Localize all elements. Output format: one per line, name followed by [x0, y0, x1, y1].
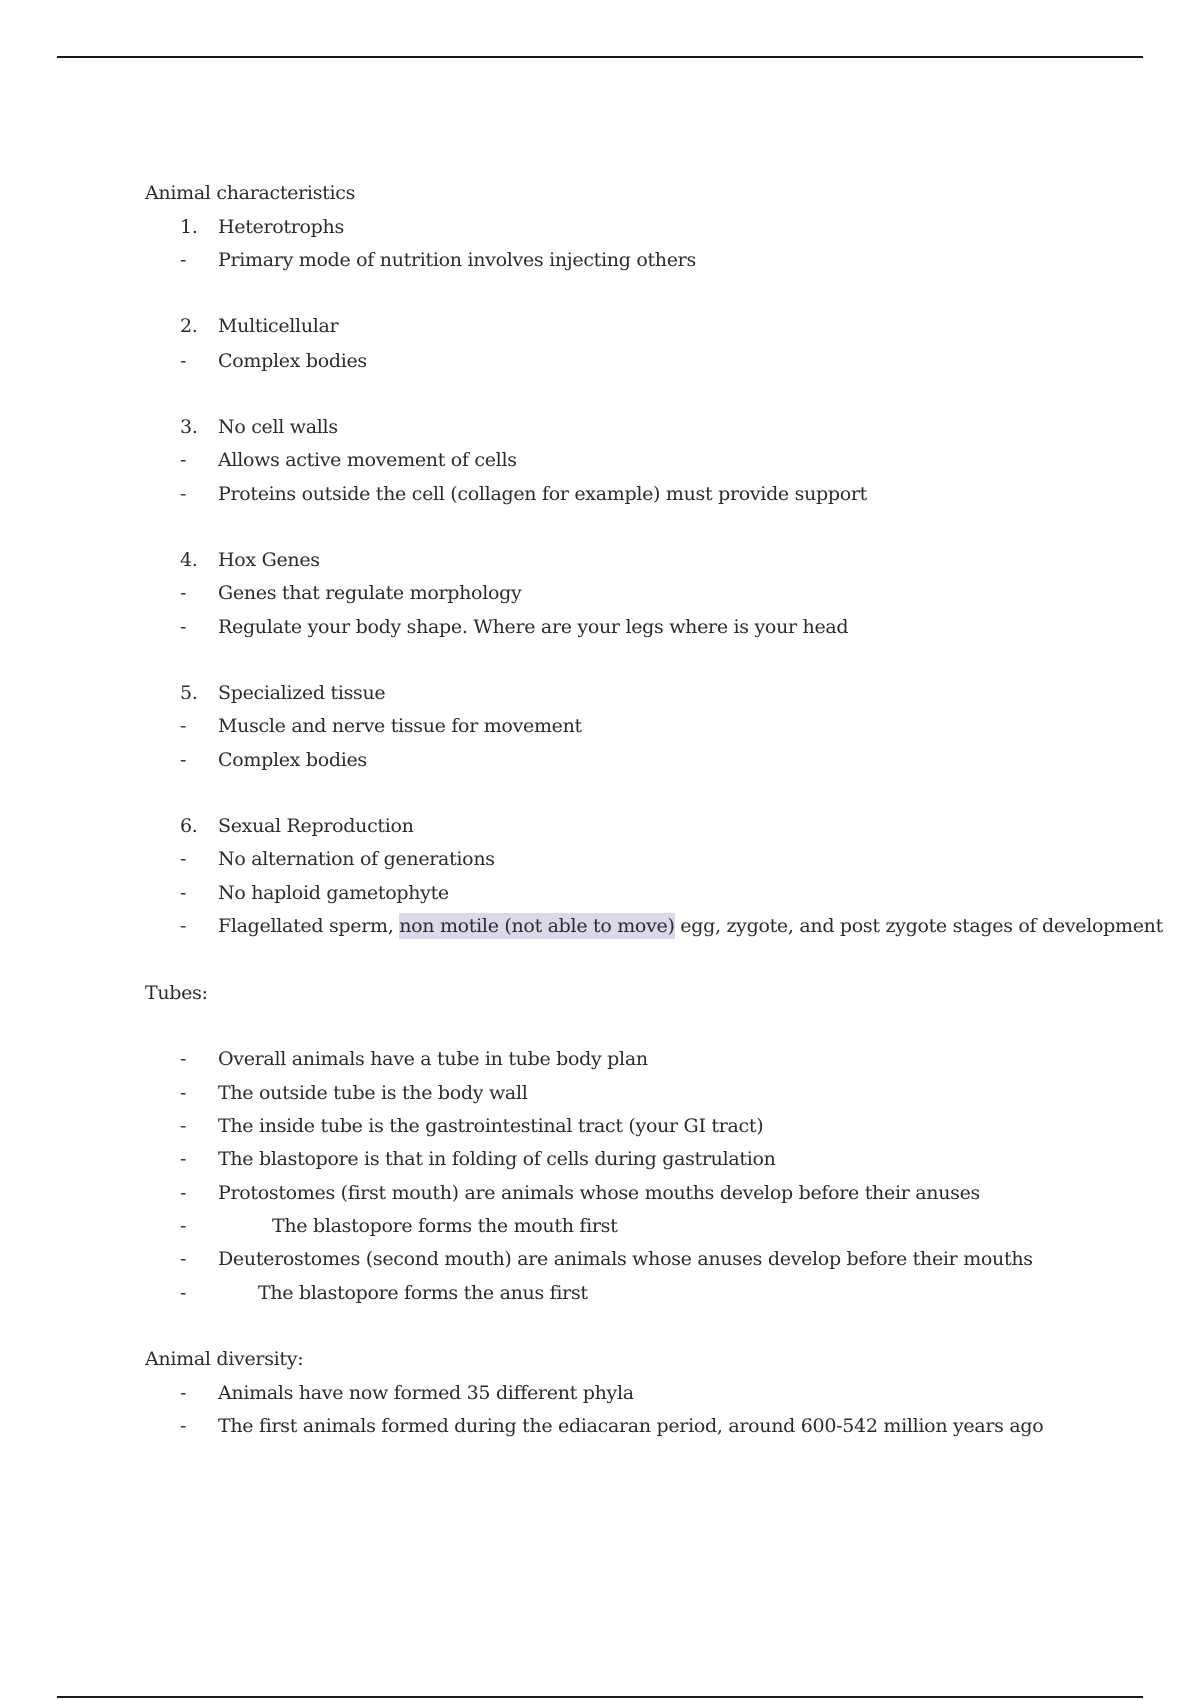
bullet-dash: -: [180, 715, 187, 737]
bullet-text-highlighted: [218, 914, 1163, 938]
bullet-dash: -: [180, 1415, 187, 1437]
bottom-rule: [57, 1696, 1143, 1698]
text-segment: Flagellated sperm,: [218, 915, 400, 937]
list-item-title: Specialized tissue: [218, 682, 386, 704]
bullet-text: No alternation of generations: [218, 848, 495, 870]
bullet-dash: -: [180, 1182, 187, 1204]
bullet-dash: -: [180, 882, 187, 904]
bullet-text: Complex bodies: [218, 749, 367, 771]
list-number: 3.: [180, 416, 198, 438]
bullet-dash: -: [180, 848, 187, 870]
bullet-dash: -: [180, 1115, 187, 1137]
bullet-dash: -: [180, 449, 187, 471]
bullet-text: Allows active movement of cells: [218, 449, 517, 471]
bullet-text: No haploid gametophyte: [218, 882, 449, 904]
list-number: 5.: [180, 682, 198, 704]
bullet-text-indented: The blastopore forms the mouth first: [272, 1215, 618, 1237]
bullet-text-indented: The blastopore forms the anus first: [258, 1282, 588, 1304]
bullet-text: Complex bodies: [218, 350, 367, 372]
bullet-text: Deuterostomes (second mouth) are animals whose anuses develop before their mouths: [218, 1248, 1033, 1270]
bullet-text: Muscle and nerve tissue for movement: [218, 715, 582, 737]
list-item-title: Heterotrophs: [218, 216, 344, 238]
bullet-text: Animals have now formed 35 different phyla: [218, 1382, 634, 1404]
bullet-dash: -: [180, 915, 187, 937]
section-heading-tubes: Tubes:: [145, 982, 208, 1004]
list-item-title: Hox Genes: [218, 549, 320, 571]
list-number: 4.: [180, 549, 198, 571]
bullet-dash: -: [180, 582, 187, 604]
bullet-dash: -: [180, 1215, 187, 1237]
bullet-text: Genes that regulate morphology: [218, 582, 522, 604]
bullet-dash: -: [180, 1048, 187, 1070]
bullet-text: The inside tube is the gastrointestinal tract (your GI tract): [218, 1115, 764, 1137]
list-number: 1.: [180, 216, 198, 238]
bullet-text: The first animals formed during the ediacaran period, around 600-542 million years ago: [218, 1415, 1044, 1437]
bullet-dash: -: [180, 1248, 187, 1270]
bullet-text: Regulate your body shape. Where are your legs where is your head: [218, 616, 849, 638]
list-item-title: Multicellular: [218, 315, 339, 337]
highlighted-text: non motile (not able to move): [399, 915, 675, 937]
bullet-dash: -: [180, 350, 187, 372]
bullet-dash: -: [180, 1082, 187, 1104]
section-heading-animal-characteristics: Animal characteristics: [145, 182, 356, 204]
bullet-dash: -: [180, 616, 187, 638]
bullet-dash: -: [180, 1148, 187, 1170]
list-number: 6.: [180, 815, 198, 837]
list-item-title: No cell walls: [218, 416, 338, 438]
bullet-dash: -: [180, 749, 187, 771]
bullet-text: Primary mode of nutrition involves injecting others: [218, 249, 696, 271]
bullet-text: The outside tube is the body wall: [218, 1082, 528, 1104]
bullet-text: Proteins outside the cell (collagen for example) must provide support: [218, 483, 867, 505]
section-heading-animal-diversity: Animal diversity:: [145, 1348, 304, 1370]
bullet-dash: -: [180, 1382, 187, 1404]
top-rule: [57, 56, 1143, 58]
text-segment: egg, zygote, and post zygote stages of development: [674, 915, 1163, 937]
bullet-text: Protostomes (first mouth) are animals whose mouths develop before their anuses: [218, 1182, 980, 1204]
bullet-dash: -: [180, 249, 187, 271]
list-number: 2.: [180, 315, 198, 337]
bullet-dash: -: [180, 1282, 187, 1304]
list-item-title: Sexual Reproduction: [218, 815, 414, 837]
bullet-text: Overall animals have a tube in tube body plan: [218, 1048, 648, 1070]
bullet-dash: -: [180, 483, 187, 505]
bullet-text: The blastopore is that in folding of cells during gastrulation: [218, 1148, 776, 1170]
